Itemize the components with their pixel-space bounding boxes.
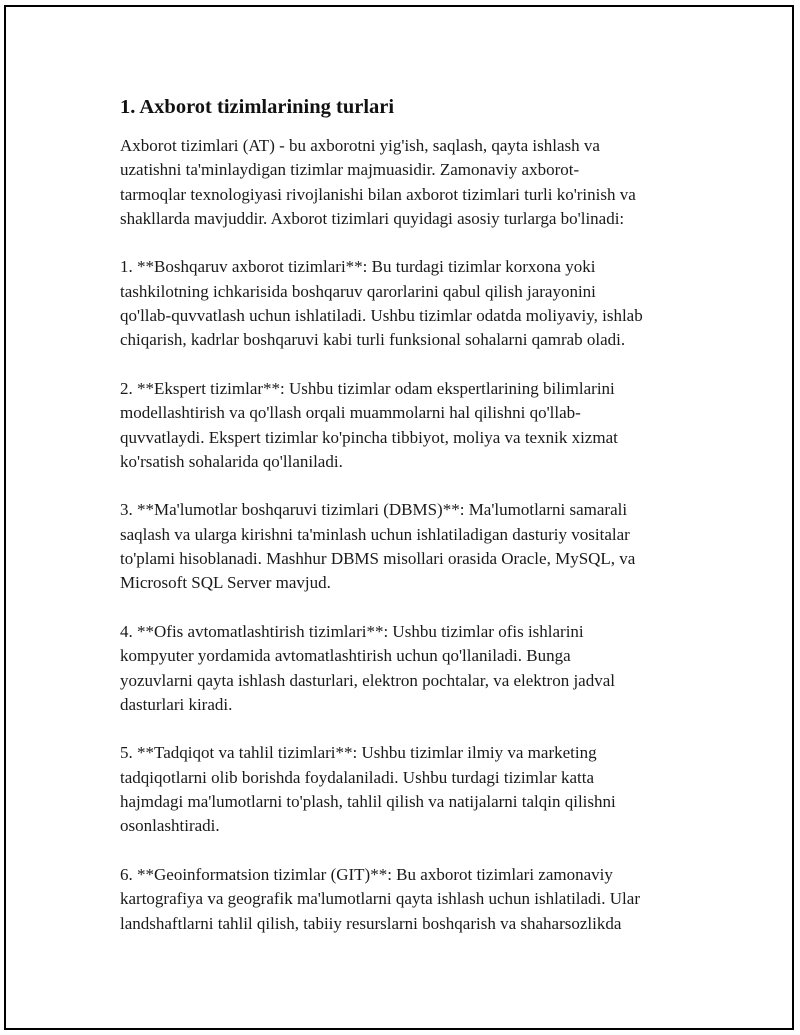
text-line: ko'rsatish sohalarida qo'llaniladi.	[120, 451, 343, 471]
paragraph-item-1	[120, 255, 700, 352]
text-line: 4. **Ofis avtomatlashtirish tizimlari**: Ushbu tizimlar ofis ishlarini	[120, 621, 584, 641]
text-line: 1. **Boshqaruv axborot tizimlari**: Bu turdagi tizimlar korxona yoki	[120, 257, 596, 277]
text-line: osonlashtiradi.	[120, 816, 220, 836]
text-line: tarmoqlar texnologiyasi rivojlanishi bilan axborot tizimlari turli ko'rinish va	[120, 184, 636, 204]
paragraph-item-2	[120, 377, 700, 474]
text-line: modellashtirish va qo'llash orqali muammolarni hal qilishni qo'llab-	[120, 403, 581, 423]
text-line: yozuvlarni qayta ishlash dasturlari, elektron pochtalar, va elektron jadval	[120, 670, 615, 690]
text-line: landshaftlarni tahlil qilish, tabiiy resurslarni boshqarish va shaharsozlikda	[120, 913, 622, 933]
paragraph-intro	[120, 134, 700, 231]
paragraph-item-6	[120, 863, 700, 936]
text-line: qo'llab-quvvatlash uchun ishlatiladi. Ushbu tizimlar odatda moliyaviy, ishlab	[120, 306, 643, 326]
text-line: quvvatlaydi. Ekspert tizimlar ko'pincha tibbiyot, moliya va texnik xizmat	[120, 427, 618, 447]
text-line: tadqiqotlarni olib borishda foydalaniladi. Ushbu turdagi tizimlar katta	[120, 767, 594, 787]
text-line: 6. **Geoinformatsion tizimlar (GIT)**: Bu axborot tizimlari zamonaviy	[120, 864, 613, 884]
text-line: Axborot tizimlari (AT) - bu axborotni yig'ish, saqlash, qayta ishlash va	[120, 136, 600, 155]
text-line: 2. **Ekspert tizimlar**: Ushbu tizimlar odam ekspertlarining bilimlarini	[120, 378, 615, 398]
paragraph-item-3	[120, 498, 700, 595]
text-line: Microsoft SQL Server mavjud.	[120, 573, 331, 593]
text-line: saqlash va ularga kirishni ta'minlash uchun ishlatiladigan dasturiy vositalar	[120, 524, 630, 544]
page-frame	[4, 5, 794, 1030]
text-line: 5. **Tadqiqot va tahlil tizimlari**: Ushbu tizimlar ilmiy va marketing	[120, 743, 597, 763]
text-line: dasturlari kiradi.	[120, 694, 233, 714]
text-line: uzatishni ta'minlaydigan tizimlar majmuasidir. Zamonaviy axborot-	[120, 160, 580, 180]
text-line: kompyuter yordamida avtomatlashtirish uchun qo'llaniladi. Bunga	[120, 646, 571, 666]
text-line: hajmdagi ma'lumotlarni to'plash, tahlil qilish va natijalarni talqin qilishni	[120, 792, 616, 812]
text-line: 3. **Ma'lumotlar boshqaruvi tizimlari (DBMS)**: Ma'lumotlarni samarali	[120, 500, 628, 520]
document-title: 1. Axborot tizimlarining turlari	[120, 96, 395, 118]
text-line: shakllarda mavjuddir. Axborot tizimlari quyidagi asosiy turlarga bo'linadi:	[120, 208, 625, 228]
document-body	[120, 93, 700, 960]
text-line: tashkilotning ichkarisida boshqaruv qarorlarini qabul qilish jarayonini	[120, 281, 596, 301]
paragraph-item-5	[120, 741, 700, 838]
paragraph-item-4	[120, 620, 700, 717]
text-line: to'plami hisoblanadi. Mashhur DBMS misollari orasida Oracle, MySQL, va	[120, 549, 636, 569]
text-line: kartografiya va geografik ma'lumotlarni qayta ishlash uchun ishlatiladi. Ular	[120, 889, 640, 909]
text-line: chiqarish, kadrlar boshqaruvi kabi turli funksional sohalarni qamrab oladi.	[120, 330, 626, 350]
